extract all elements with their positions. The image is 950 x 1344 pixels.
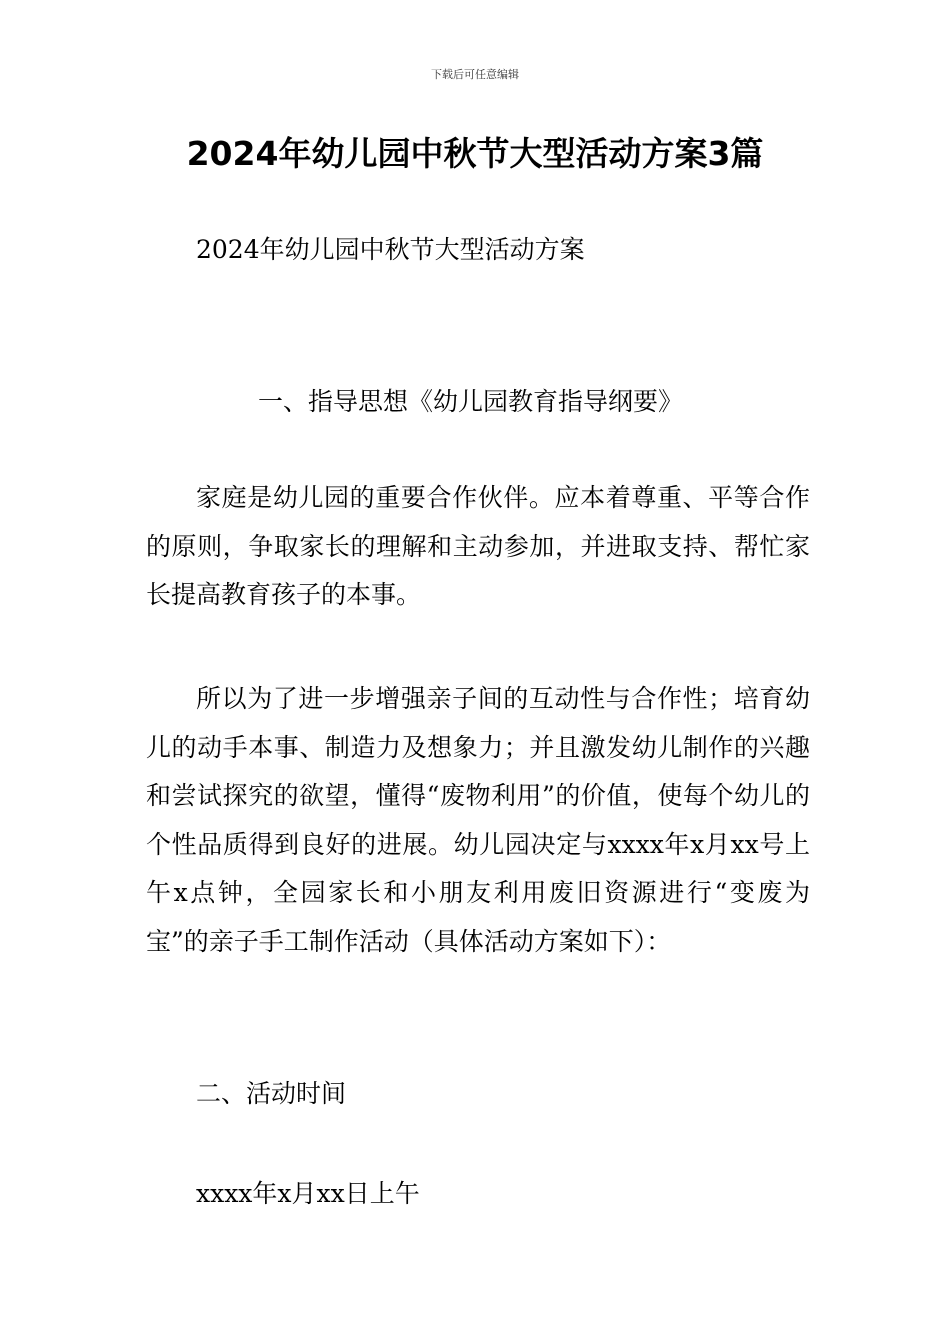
section-heading-guiding-ideology: 一、指导思想《幼儿园教育指导纲要》 bbox=[258, 387, 684, 416]
paragraph-activity-purpose: 所以为了进一步增强亲子间的互动性与合作性；培育幼儿的动手本事、制造力及想象力；并且激发幼儿制作的兴趣和尝试探究的欲望，懂得“废物利用”的价值，使每个幼儿的个性品质得到良好的进展。幼儿园决定与xxxx年x月xx号上午x点钟，全园家长和小朋友利用废旧资源进行“变废为宝”的亲子手工制作活动（具体活动方案如下）： bbox=[146, 684, 810, 956]
paragraph-family-partnership: 家庭是幼儿园的重要合作伙伴。应本着尊重、平等合作的原则，争取家长的理解和主动参加，并进取支持、帮忙家长提高教育孩子的本事。 bbox=[146, 483, 810, 609]
section-heading-activity-time: 二、活动时间 bbox=[196, 1079, 347, 1108]
header-note: 下载后可任意编辑 bbox=[431, 68, 519, 81]
activity-time-value: xxxx年x月xx日上午 bbox=[196, 1179, 420, 1208]
document-title: 2024年幼儿园中秋节大型活动方案3篇 bbox=[186, 134, 764, 173]
document-subtitle: 2024年幼儿园中秋节大型活动方案 bbox=[196, 235, 585, 264]
